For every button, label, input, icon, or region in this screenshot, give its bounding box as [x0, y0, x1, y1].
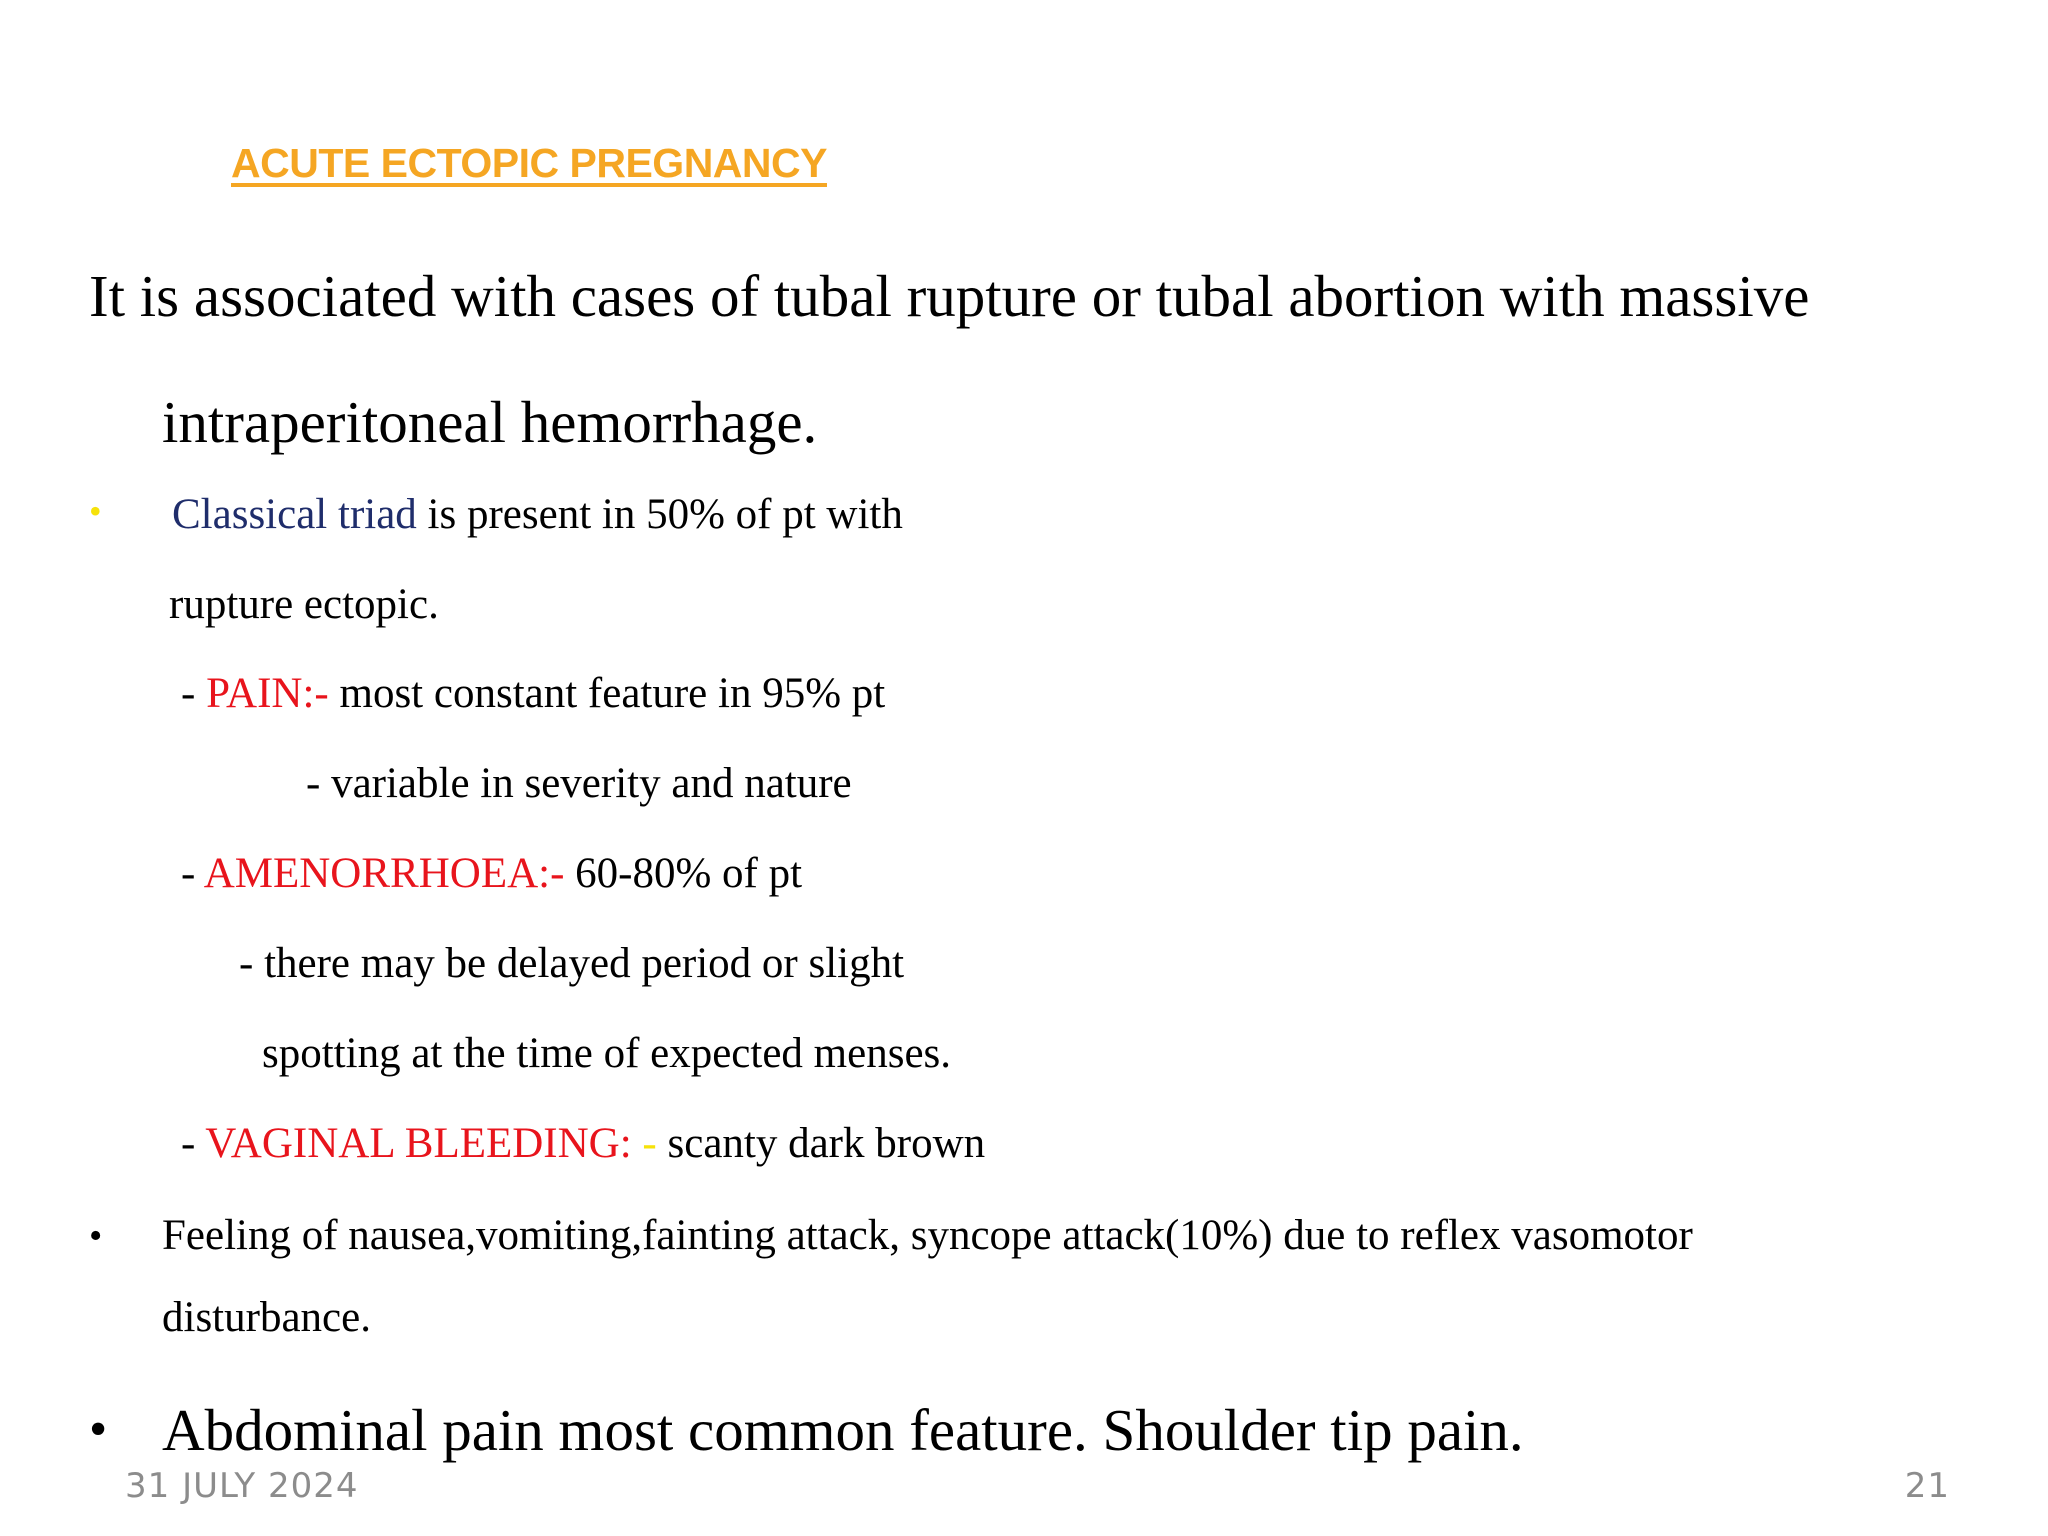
abdominal-pain-line: Abdominal pain most common feature. Shoulder tip pain.	[162, 1397, 1524, 1463]
amenorrhoea-sub-line-1: - there may be delayed period or slight	[239, 940, 905, 987]
bullet-icon: •	[89, 491, 102, 531]
vaginal-bleeding-line	[181, 1119, 985, 1168]
bleeding-text: scanty dark brown	[656, 1120, 986, 1167]
footer-date: 31 JULY 2024	[125, 1466, 359, 1506]
triad-text: is present in 50% of pt with	[416, 491, 903, 538]
bleeding-dash: -	[181, 1120, 206, 1167]
amenorrhoea-dash: -	[181, 850, 204, 897]
amenorrhoea-line	[181, 849, 802, 898]
pain-line	[181, 669, 885, 718]
pain-label: PAIN:-	[206, 670, 329, 717]
pain-dash: -	[181, 670, 207, 717]
triad-line-2: rupture ectopic.	[169, 581, 439, 628]
pain-sub-line: - variable in severity and nature	[306, 760, 852, 807]
amenorrhoea-text: 60-80% of pt	[564, 850, 803, 897]
nausea-line-1: Feeling of nausea,vomiting,fainting attack, syncope attack(10%) due to reflex vasomotor	[162, 1212, 1693, 1259]
slide-title: ACUTE ECTOPIC PREGNANCY	[231, 140, 827, 186]
nausea-line-2: disturbance.	[162, 1294, 371, 1341]
bleeding-label: VAGINAL BLEEDING:	[205, 1120, 632, 1167]
bullet-icon: •	[89, 1215, 103, 1257]
intro-line-2: intraperitoneal hemorrhage.	[162, 389, 818, 455]
bullet-icon: •	[89, 1401, 108, 1458]
slide-number: 21	[1904, 1466, 1950, 1506]
amenorrhoea-sub-line-2: spotting at the time of expected menses.	[262, 1030, 952, 1077]
triad-line-1	[172, 490, 903, 539]
intro-line-1: It is associated with cases of tubal rupture or tubal abortion with massive	[89, 263, 1810, 329]
bleeding-separator: -	[631, 1120, 657, 1167]
pain-text: most constant feature in 95% pt	[328, 670, 886, 717]
amenorrhoea-label: AMENORRHOEA:-	[203, 850, 565, 897]
classical-triad-term: Classical triad	[172, 491, 417, 538]
